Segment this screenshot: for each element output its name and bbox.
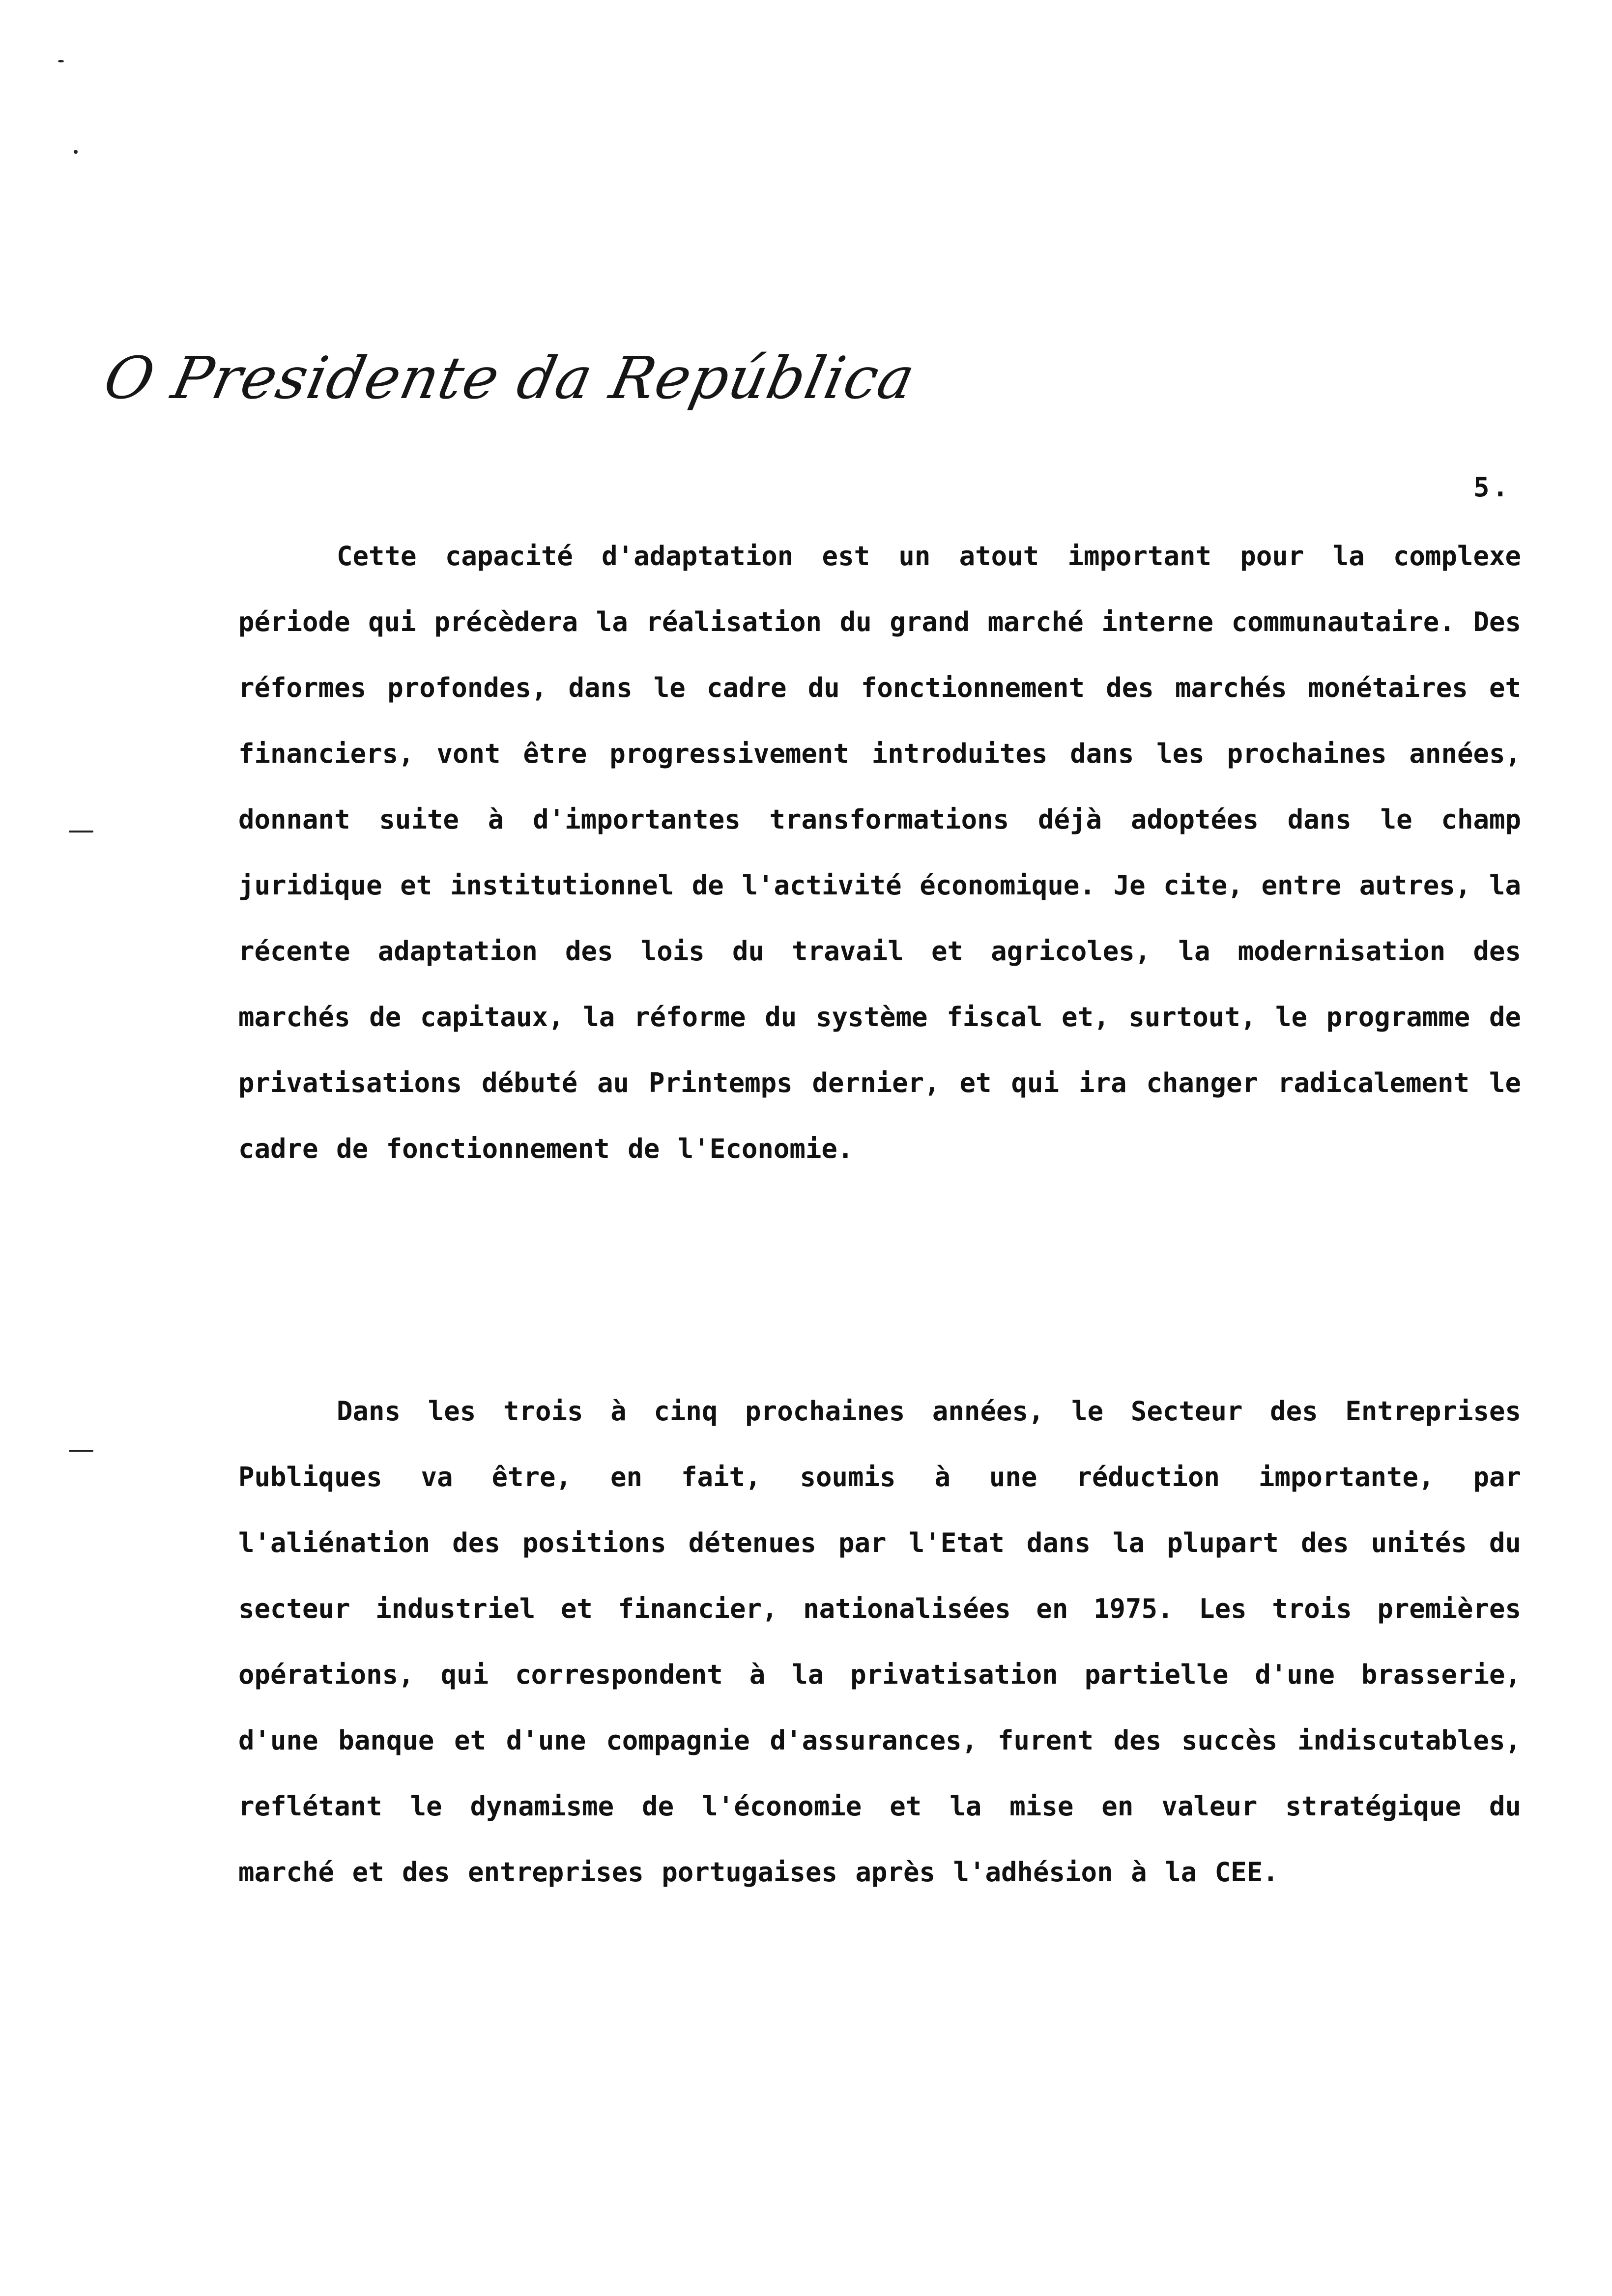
scan-speck — [74, 150, 78, 154]
margin-mark — [69, 831, 93, 832]
body-paragraph: Dans les trois à cinq prochaines années, le Secteur des Entreprises Publiques va être, en fait, soumis à une réduction importante, par l'aliénation des positions détenues par l'Etat dans la plupart des unités du secteur industriel et financier, nationalisées en 1975. Les trois premières opérations, qui correspondent à la privatisation partielle d'une brasserie, d'une banque et d'une compagnie d'assurances, furent des succès indiscutables, reflétant le dynamisme de l'économie et la mise en valeur stratégique du marché et des entreprises portugaises après l'adhésion à la CEE. — [238, 1396, 1521, 1888]
body-paragraph: Cette capacité d'adaptation est un atout important pour la complexe période qui précèdera la réalisation du grand marché interne communautaire. Des réformes profondes, dans le cadre du fonctionnement des marchés monétaires et financiers, vont être progressivement introduites dans les prochaines années, donnant suite à d'importantes transformations déjà adoptées dans le champ juridique et institutionnel de l'activité économique. Je cite, entre autres, la récente adaptation des lois du travail et agricoles, la modernisation des marchés de capitaux, la réforme du système fiscal et, surtout, le programme de privatisations débuté au Printemps dernier, et qui ira changer radicalement le cadre de fonctionnement de l'Economie. — [238, 541, 1521, 1164]
letterhead: O Presidente da República — [98, 344, 921, 412]
scan-speck — [58, 60, 64, 62]
margin-mark — [69, 1450, 93, 1452]
page-number: 5. — [1473, 472, 1511, 503]
